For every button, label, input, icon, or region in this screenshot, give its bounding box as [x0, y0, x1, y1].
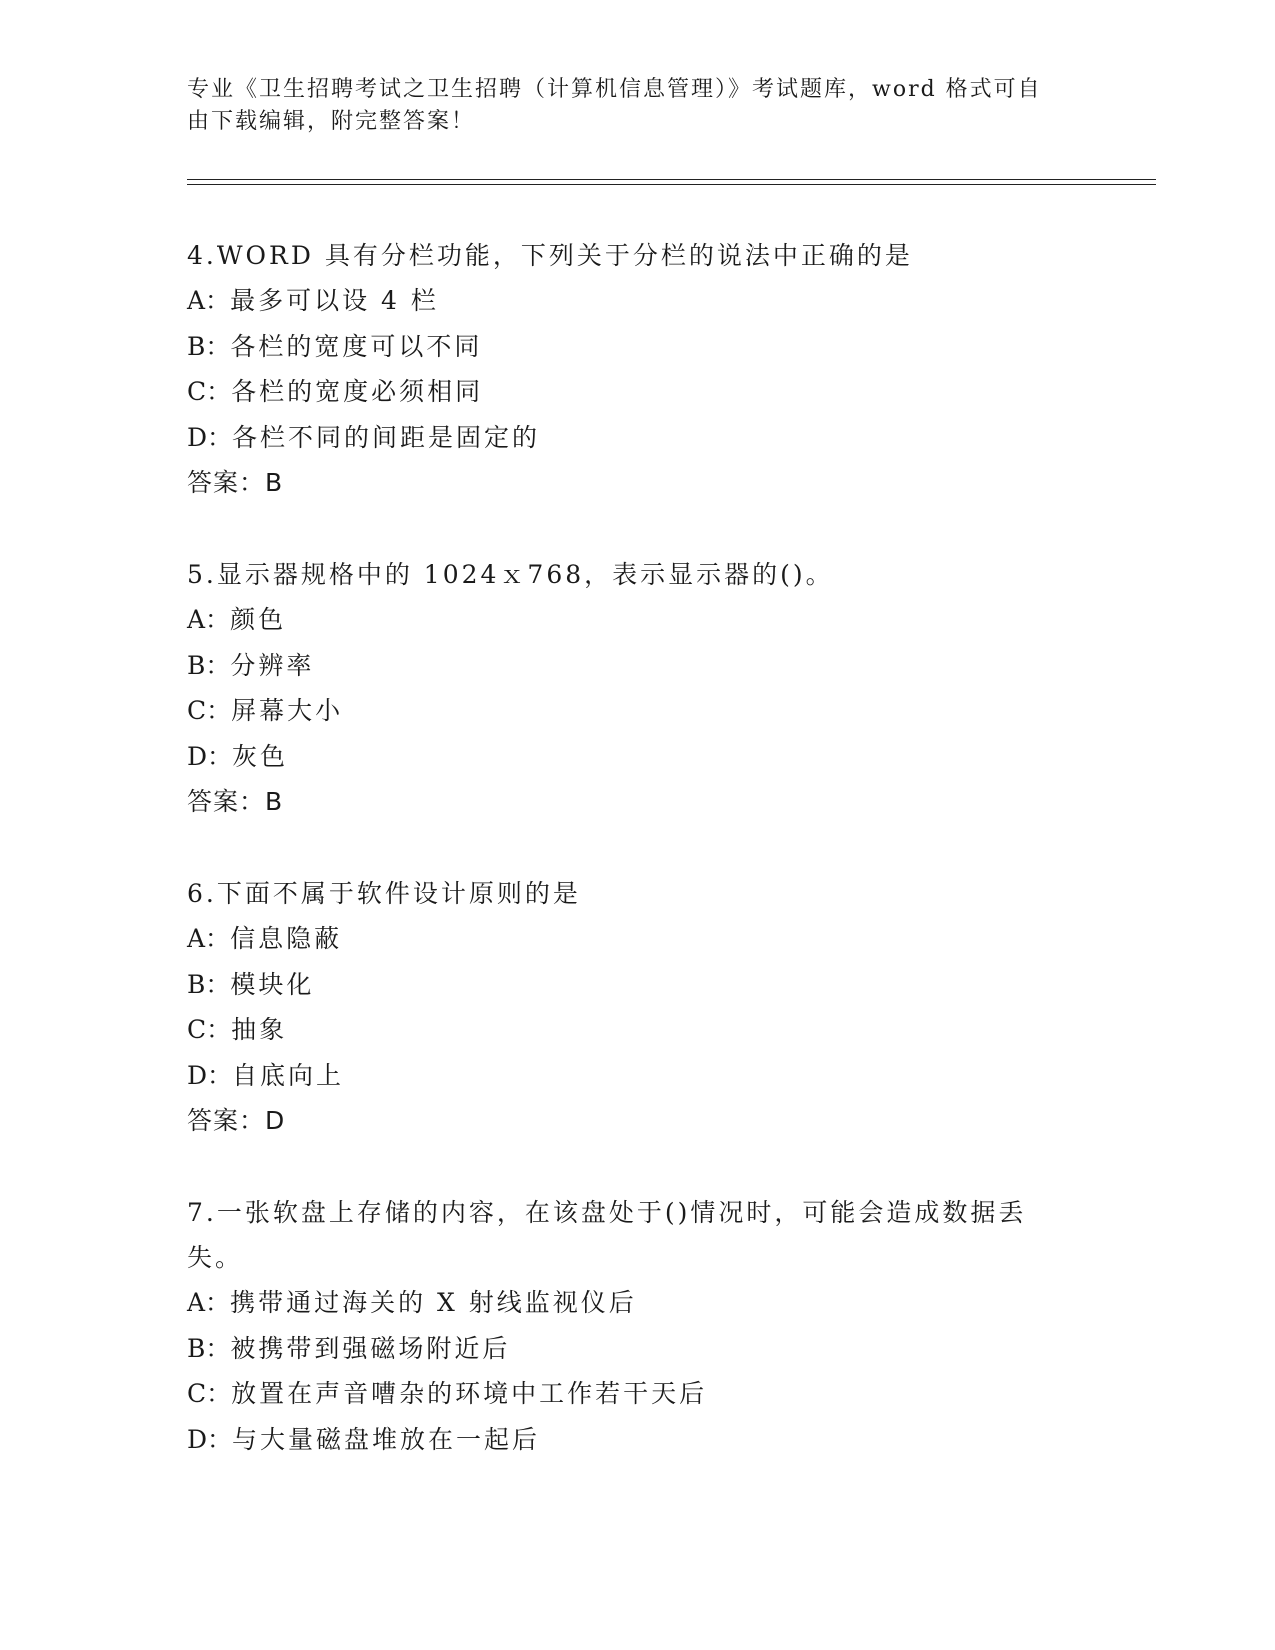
question-stem-line: 失。 — [187, 1243, 244, 1272]
document-header — [187, 74, 1067, 138]
question-stem — [187, 871, 1087, 916]
option-text: 携带通过海关的 X 射线监视仪后 — [230, 1288, 637, 1317]
option-key: C： — [187, 696, 232, 725]
option-c — [187, 688, 1087, 734]
option-text: 灰色 — [232, 741, 289, 771]
option-a — [187, 597, 1087, 643]
option-key: A： — [187, 286, 231, 315]
option-key: A： — [187, 1288, 231, 1317]
option-d — [187, 1053, 1087, 1099]
option-d — [187, 734, 1087, 780]
option-text: 最多可以设 4 栏 — [230, 286, 439, 315]
option-key: D： — [187, 422, 233, 452]
question-stem — [187, 552, 1087, 597]
option-d — [187, 1417, 1087, 1463]
option-b — [187, 962, 1087, 1008]
option-key: B： — [187, 1333, 231, 1363]
question-4 — [187, 233, 1087, 505]
option-text: 抽象 — [231, 1015, 288, 1044]
option-text: 屏幕大小 — [231, 696, 344, 725]
option-d — [187, 415, 1087, 461]
header-line-1: 专业《卫生招聘考试之卫生招聘（计算机信息管理）》考试题库，word 格式可自 — [187, 77, 1042, 102]
question-6 — [187, 871, 1087, 1143]
option-a — [187, 1280, 1087, 1326]
question-stem-line: 5.显示器规格中的 1024ｘ768，表示显示器的()。 — [187, 560, 834, 589]
header-line-2: 由下载编辑，附完整答案！ — [187, 109, 476, 134]
question-stem — [187, 1190, 1087, 1280]
option-text: 分辨率 — [230, 650, 315, 680]
question-stem-line: 7.一张软盘上存储的内容，在该盘处于()情况时，可能会造成数据丢 — [187, 1198, 1027, 1227]
option-a — [187, 278, 1087, 324]
option-text: 颜色 — [230, 605, 287, 634]
header-divider-bottom — [187, 184, 1156, 185]
question-stem — [187, 233, 1087, 278]
option-c — [187, 369, 1087, 415]
option-key: D： — [187, 1424, 233, 1454]
option-key: A： — [187, 605, 231, 634]
question-7 — [187, 1190, 1087, 1462]
option-text: 与大量磁盘堆放在一起后 — [232, 1424, 541, 1454]
option-c — [187, 1371, 1087, 1417]
option-b — [187, 1326, 1087, 1372]
option-key: B： — [187, 650, 231, 680]
option-text: 各栏的宽度必须相同 — [231, 377, 484, 406]
question-5 — [187, 552, 1087, 824]
answer-line: 答案：D — [187, 1106, 286, 1135]
option-key: C： — [187, 1015, 232, 1044]
option-c — [187, 1007, 1087, 1053]
option-text: 模块化 — [230, 969, 315, 999]
option-a — [187, 916, 1087, 962]
option-text: 各栏不同的间距是固定的 — [232, 422, 541, 452]
option-text: 被携带到强磁场附近后 — [230, 1333, 511, 1363]
option-key: B： — [187, 969, 231, 999]
option-b — [187, 643, 1087, 689]
answer-line: 答案：B — [187, 787, 284, 816]
option-key: A： — [187, 924, 231, 953]
option-text: 自底向上 — [232, 1060, 345, 1090]
option-key: C： — [187, 1379, 232, 1408]
option-text: 信息隐蔽 — [230, 924, 343, 953]
question-stem-line: 4.WORD 具有分栏功能，下列关于分栏的说法中正确的是 — [187, 241, 913, 270]
answer-line: 答案：B — [187, 468, 284, 497]
option-text: 各栏的宽度可以不同 — [230, 331, 483, 361]
question-stem-line: 6.下面不属于软件设计原则的是 — [187, 879, 581, 908]
option-b — [187, 324, 1087, 370]
header-divider-top — [187, 179, 1156, 180]
option-text: 放置在声音嘈杂的环境中工作若干天后 — [231, 1379, 708, 1408]
option-key: C： — [187, 377, 232, 406]
option-key: D： — [187, 1060, 233, 1090]
option-key: B： — [187, 331, 231, 361]
option-key: D： — [187, 741, 233, 771]
